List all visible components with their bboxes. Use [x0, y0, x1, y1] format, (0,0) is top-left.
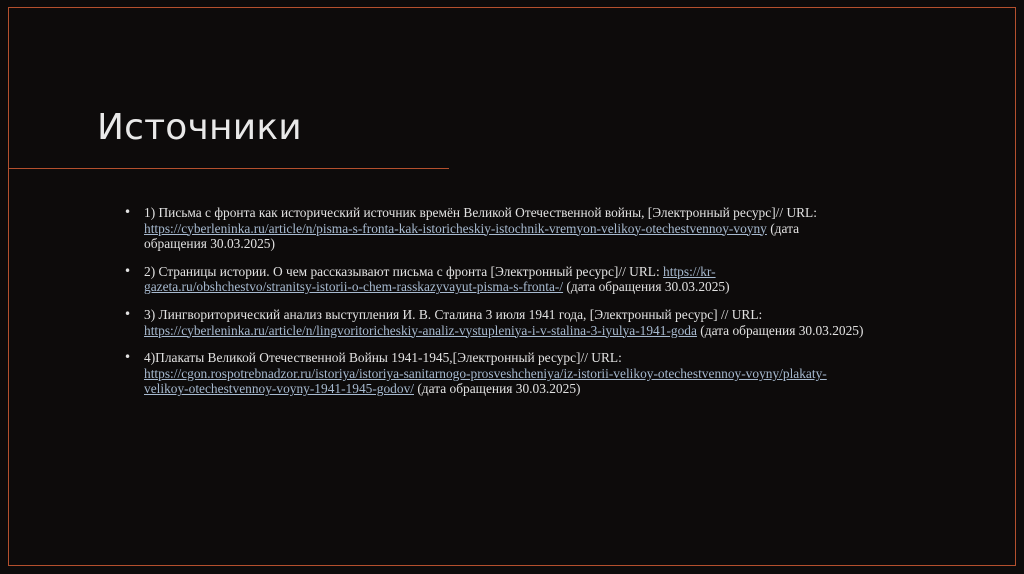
source-link[interactable]: https://kr-gazeta.ru/obshchestvo/stranitsy-istorii-o-chem-rasskazyvayut-pisma-s-fronta-/ [144, 263, 716, 295]
bullet-icon: • [124, 350, 132, 365]
source-link[interactable]: https://cyberleninka.ru/article/n/lingvoritoricheskiy-analiz-vystupleniya-i-v-stalina-3-iyulya-1941-goda [144, 322, 697, 338]
source-link[interactable]: https://cyberleninka.ru/article/n/pisma-s-fronta-kak-istoricheskiy-istochnik-vremyon-velikoy-otechestvennoy-voyny [144, 220, 767, 236]
slide-title: Источники [97, 107, 302, 148]
source-text: 1) Письма с фронта как исторический источник времён Великой Отечественной войны, [Электронный ресурс]// URL: [144, 205, 817, 220]
list-item [124, 205, 864, 252]
source-text: 3) Лингвориторический анализ выступления И. В. Сталина 3 июля 1941 года, [Электронный ресурс] // URL: [144, 306, 763, 322]
source-link[interactable]: https://cgon.rospotrebnadzor.ru/istoriya/istoriya-sanitarnogo-prosveshcheniya/iz-istorii-velikoy-otechestvennoy-voyny/plakaty-velikoy-otechestvennoy-voyny-1941-1945-godov/ [144, 365, 827, 397]
list-item [124, 307, 864, 338]
list-item [124, 264, 864, 295]
bullet-icon: • [124, 306, 132, 321]
access-date: (дата обращения 30.03.2025) [696, 322, 864, 338]
access-date: (дата обращения 30.03.2025) [144, 220, 800, 252]
bullet-icon: • [124, 205, 132, 219]
access-date: (дата обращения 30.03.2025) [414, 381, 581, 397]
title-underline [8, 168, 449, 169]
list-item [124, 350, 864, 397]
access-date: (дата обращения 30.03.2025) [563, 279, 730, 295]
bullet-icon: • [124, 263, 132, 278]
source-text: 4)Плакаты Великой Отечественной Войны 1941-1945,[Электронный ресурс]// URL: [144, 350, 622, 366]
source-text: 2) Страницы истории. О чем рассказывают письма с фронта [Электронный ресурс]// URL: [144, 263, 664, 279]
sources-list [124, 205, 864, 409]
